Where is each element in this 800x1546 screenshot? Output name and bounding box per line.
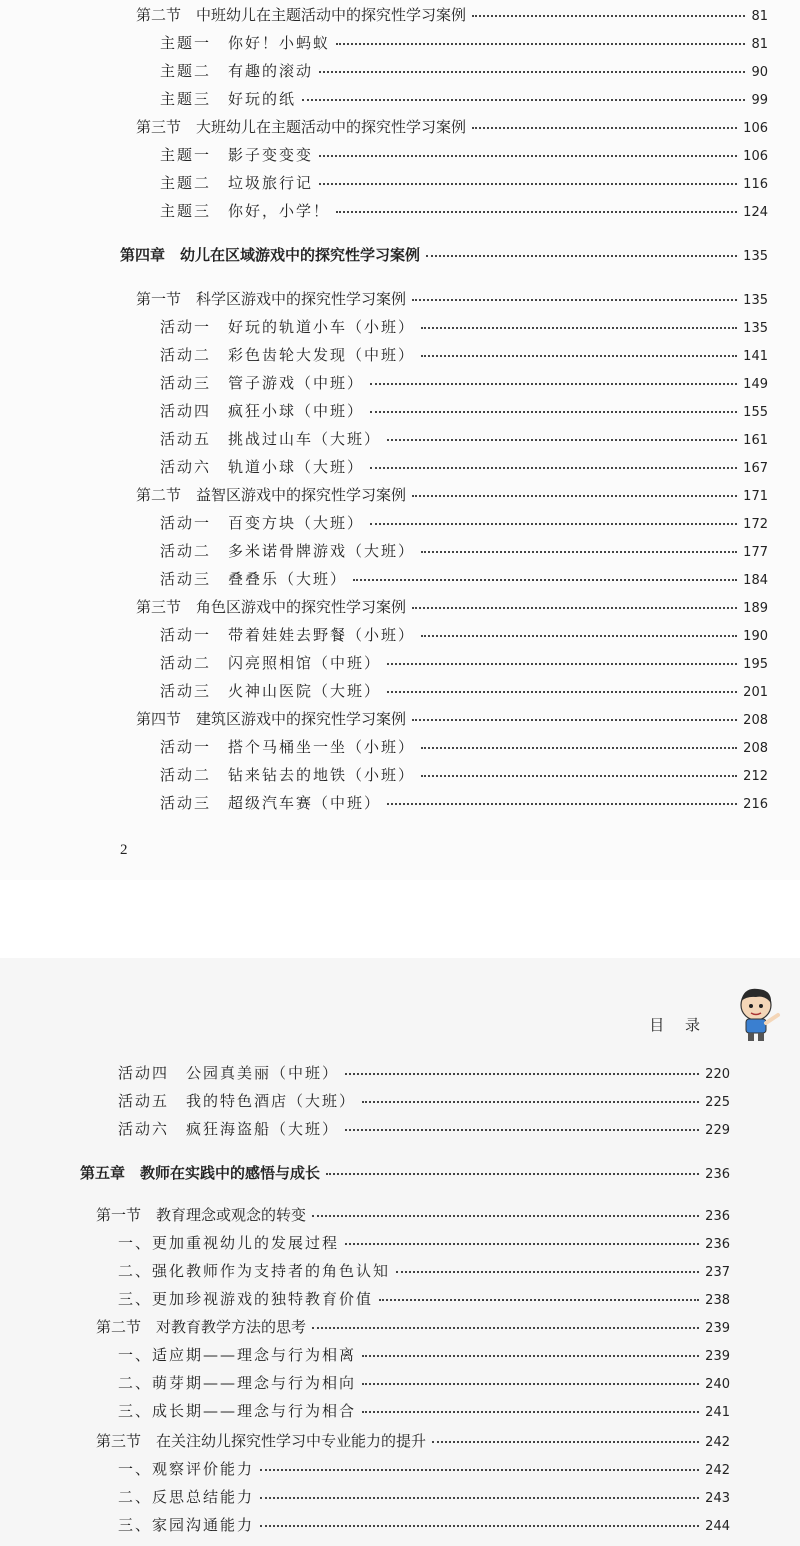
toc-entry-sub[interactable] [160,202,768,222]
toc-entry-page: 220 [705,1067,730,1082]
toc-entry-page: 135 [743,321,768,336]
toc-entry-title: 活动三 超级汽车赛（中班） [160,794,382,812]
toc-entry-section[interactable] [136,118,768,138]
dot-leader [336,42,745,45]
toc-entry-title: 活动三 火神山医院（大班） [160,682,382,700]
toc-entry-page: 167 [743,461,768,476]
toc-entry-sub[interactable] [118,1346,730,1366]
dot-leader [421,326,737,329]
toc-entry-title: 三、更加珍视游戏的独特教育价值 [118,1290,374,1308]
dot-leader [421,774,737,777]
toc-entry-title: 活动二 闪亮照相馆（中班） [160,654,382,672]
toc-entry-page: 81 [751,37,768,52]
dot-leader [319,182,737,185]
toc-entry-page: 155 [743,405,768,420]
dot-leader [370,382,737,385]
toc-entry-title: 活动二 钻来钻去的地铁（小班） [160,766,416,784]
dot-leader [421,634,737,637]
toc-entry-sub[interactable] [160,766,768,786]
toc-entry-sub[interactable] [160,626,768,646]
toc-entry-page: 177 [743,545,768,560]
dot-leader [302,98,745,101]
dot-leader [345,1242,699,1245]
toc-entry-page: 240 [705,1377,730,1392]
dot-leader [396,1270,699,1273]
toc-entry-page: 81 [751,9,768,24]
dot-leader [412,606,737,609]
toc-entry-sub[interactable] [160,654,768,674]
toc-entry-page: 225 [705,1095,730,1110]
toc-entry-title: 活动二 彩色齿轮大发现（中班） [160,346,416,364]
toc-entry-title: 二、反思总结能力 [118,1488,255,1506]
toc-entry-page: 236 [705,1167,730,1182]
toc-entry-section[interactable] [136,486,768,506]
dot-leader [362,1410,699,1413]
page-gap [0,880,800,958]
toc-entry-title: 第四章 幼儿在区域游戏中的探究性学习案例 [120,246,421,264]
toc-entry-sub[interactable] [118,1488,730,1508]
toc-entry-title: 活动一 百变方块（大班） [160,514,365,532]
toc-entry-sub[interactable] [118,1120,730,1140]
toc-entry-page: 208 [743,713,768,728]
dot-leader [370,466,737,469]
toc-entry-title: 活动五 我的特色酒店（大班） [118,1092,357,1110]
dot-leader [362,1100,699,1103]
toc-entry-title: 活动六 疯狂海盗船（大班） [118,1120,340,1138]
toc-entry-title: 活动六 轨道小球（大班） [160,458,365,476]
toc-entry-sub[interactable] [118,1064,730,1084]
toc-entry-title: 第三节 在关注幼儿探究性学习中专业能力的提升 [96,1432,427,1450]
toc-entry-page: 189 [743,601,768,616]
toc-entry-title: 第一节 科学区游戏中的探究性学习案例 [136,290,407,308]
dot-leader [312,1214,699,1217]
toc-entry-page: 124 [743,205,768,220]
toc-entry-page: 190 [743,629,768,644]
toc-entry-title: 主题一 你好！小蚂蚁 [160,34,331,52]
toc-entry-chapter[interactable] [120,246,768,266]
toc-entry-sub[interactable] [160,458,768,478]
toc-entry-page: 236 [705,1209,730,1224]
dot-leader [326,1172,699,1175]
toc-entry-sub[interactable] [160,146,768,166]
toc-entry-page: 135 [743,293,768,308]
toc-entry-page: 208 [743,741,768,756]
dot-leader [387,802,737,805]
toc-entry-title: 活动二 多米诺骨牌游戏（大班） [160,542,416,560]
toc-entry-sub[interactable] [118,1290,730,1310]
dot-leader [412,494,737,497]
toc-entry-title: 二、强化教师作为支持者的角色认知 [118,1262,391,1280]
toc-entry-sub[interactable] [118,1516,730,1536]
toc-entry-sub[interactable] [118,1374,730,1394]
toc-entry-page: 244 [705,1519,730,1534]
toc-entry-title: 活动一 搭个马桶坐一坐（小班） [160,738,416,756]
dot-leader [412,298,737,301]
toc-entry-title: 活动三 叠叠乐（大班） [160,570,348,588]
toc-entry-sub[interactable] [160,542,768,562]
toc-entry-sub[interactable] [118,1092,730,1112]
dot-leader [421,354,737,357]
dot-leader [370,410,737,413]
dot-leader [387,690,737,693]
dot-leader [421,746,737,749]
toc-entry-sub[interactable] [160,346,768,366]
toc-entry-title: 第五章 教师在实践中的感悟与成长 [80,1164,321,1182]
toc-entry-title: 一、观察评价能力 [118,1460,255,1478]
dot-leader [421,550,737,553]
dot-leader [260,1524,699,1527]
dot-leader [432,1440,699,1443]
toc-entry-page: 106 [743,149,768,164]
dot-leader [387,662,737,665]
toc-entry-page: 172 [743,517,768,532]
toc-entry-sub[interactable] [118,1262,730,1282]
toc-entry-sub[interactable] [160,90,768,110]
dot-leader [362,1382,699,1385]
toc-entry-page: 99 [751,93,768,108]
toc-entry-page: 238 [705,1293,730,1308]
dot-leader [260,1468,699,1471]
toc-entry-page: 149 [743,377,768,392]
dot-leader [319,70,745,73]
dot-leader [345,1128,699,1131]
toc-entry-title: 第二节 益智区游戏中的探究性学习案例 [136,486,407,504]
toc-entry-page: 239 [705,1349,730,1364]
dot-leader [362,1354,699,1357]
toc-page-bottom [0,958,800,1546]
dot-leader [319,154,737,157]
toc-entry-page: 236 [705,1237,730,1252]
toc-entry-page: 195 [743,657,768,672]
toc-entry-page: 243 [705,1491,730,1506]
toc-entry-page: 106 [743,121,768,136]
dot-leader [472,126,737,129]
toc-entry-sub[interactable] [118,1402,730,1422]
toc-entry-title: 第二节 对教育教学方法的思考 [96,1318,307,1336]
toc-entry-page: 201 [743,685,768,700]
toc-entry-sub[interactable] [118,1234,730,1254]
toc-entry-sub[interactable] [160,570,768,590]
toc-entry-sub[interactable] [160,174,768,194]
toc-entry-title: 三、家园沟通能力 [118,1516,255,1534]
toc-entry-page: 229 [705,1123,730,1138]
toc-entry-section[interactable] [96,1206,730,1226]
toc-entry-title: 二、萌芽期——理念与行为相向 [118,1374,357,1392]
toc-entry-section[interactable] [136,598,768,618]
toc-entry-title: 第四节 建筑区游戏中的探究性学习案例 [136,710,407,728]
toc-entry-section[interactable] [96,1318,730,1338]
page-number: 2 [120,842,128,858]
dot-leader [370,522,737,525]
toc-entry-section[interactable] [96,1432,730,1452]
dot-leader [345,1072,699,1075]
toc-entry-title: 活动四 公园真美丽（中班） [118,1064,340,1082]
toc-entry-title: 第三节 角色区游戏中的探究性学习案例 [136,598,407,616]
toc-entry-sub[interactable] [160,430,768,450]
toc-entry-page: 171 [743,489,768,504]
toc-entry-sub[interactable] [160,402,768,422]
toc-entry-chapter[interactable] [80,1164,730,1184]
toc-entry-title: 主题三 你好，小学！ [160,202,331,220]
toc-entry-title: 主题二 垃圾旅行记 [160,174,314,192]
toc-entry-page: 90 [751,65,768,80]
toc-header-label: 目 录 [649,1016,708,1034]
dot-leader [312,1326,699,1329]
toc-entry-title: 主题三 好玩的纸 [160,90,297,108]
toc-entry-title: 第一节 教育理念或观念的转变 [96,1206,307,1224]
toc-entry-sub[interactable] [160,318,768,338]
toc-entry-sub[interactable] [160,738,768,758]
toc-entry-title: 一、更加重视幼儿的发展过程 [118,1234,340,1252]
toc-entry-sub[interactable] [118,1460,730,1480]
toc-entry-title: 活动三 管子游戏（中班） [160,374,365,392]
toc-entry-sub[interactable] [160,62,768,82]
toc-entry-title: 一、适应期——理念与行为相离 [118,1346,357,1364]
toc-entry-page: 116 [743,177,768,192]
dot-leader [336,210,737,213]
toc-entry-title: 主题二 有趣的滚动 [160,62,314,80]
toc-entry-sub[interactable] [160,374,768,394]
toc-entry-section[interactable] [136,290,768,310]
toc-entry-page: 241 [705,1405,730,1420]
toc-entry-page: 237 [705,1265,730,1280]
toc-entry-page: 184 [743,573,768,588]
dot-leader [379,1298,699,1301]
toc-entry-section[interactable] [136,710,768,730]
toc-entry-section[interactable] [136,6,768,26]
toc-entry-sub[interactable] [160,794,768,814]
toc-entry-title: 三、成长期——理念与行为相合 [118,1402,357,1420]
dot-leader [260,1496,699,1499]
toc-entry-title: 第三节 大班幼儿在主题活动中的探究性学习案例 [136,118,467,136]
dot-leader [412,718,737,721]
toc-entry-page: 239 [705,1321,730,1336]
toc-entry-page: 216 [743,797,768,812]
toc-entry-sub[interactable] [160,34,768,54]
dot-leader [472,14,745,17]
toc-entry-sub[interactable] [160,514,768,534]
toc-entry-title: 活动一 好玩的轨道小车（小班） [160,318,416,336]
toc-entry-sub[interactable] [160,682,768,702]
toc-entry-title: 活动一 带着娃娃去野餐（小班） [160,626,416,644]
toc-entry-page: 242 [705,1435,730,1450]
toc-entry-title: 活动五 挑战过山车（大班） [160,430,382,448]
toc-entry-page: 212 [743,769,768,784]
dot-leader [387,438,737,441]
toc-entry-page: 135 [743,249,768,264]
toc-entry-title: 第二节 中班幼儿在主题活动中的探究性学习案例 [136,6,467,24]
toc-entry-title: 主题一 影子变变变 [160,146,314,164]
dot-leader [426,254,737,257]
toc-entry-page: 242 [705,1463,730,1478]
toc-entry-page: 161 [743,433,768,448]
boy-mascot-icon [732,985,784,1043]
toc-list [0,958,800,1546]
dot-leader [353,578,737,581]
toc-entry-page: 141 [743,349,768,364]
toc-entry-title: 活动四 疯狂小球（中班） [160,402,365,420]
